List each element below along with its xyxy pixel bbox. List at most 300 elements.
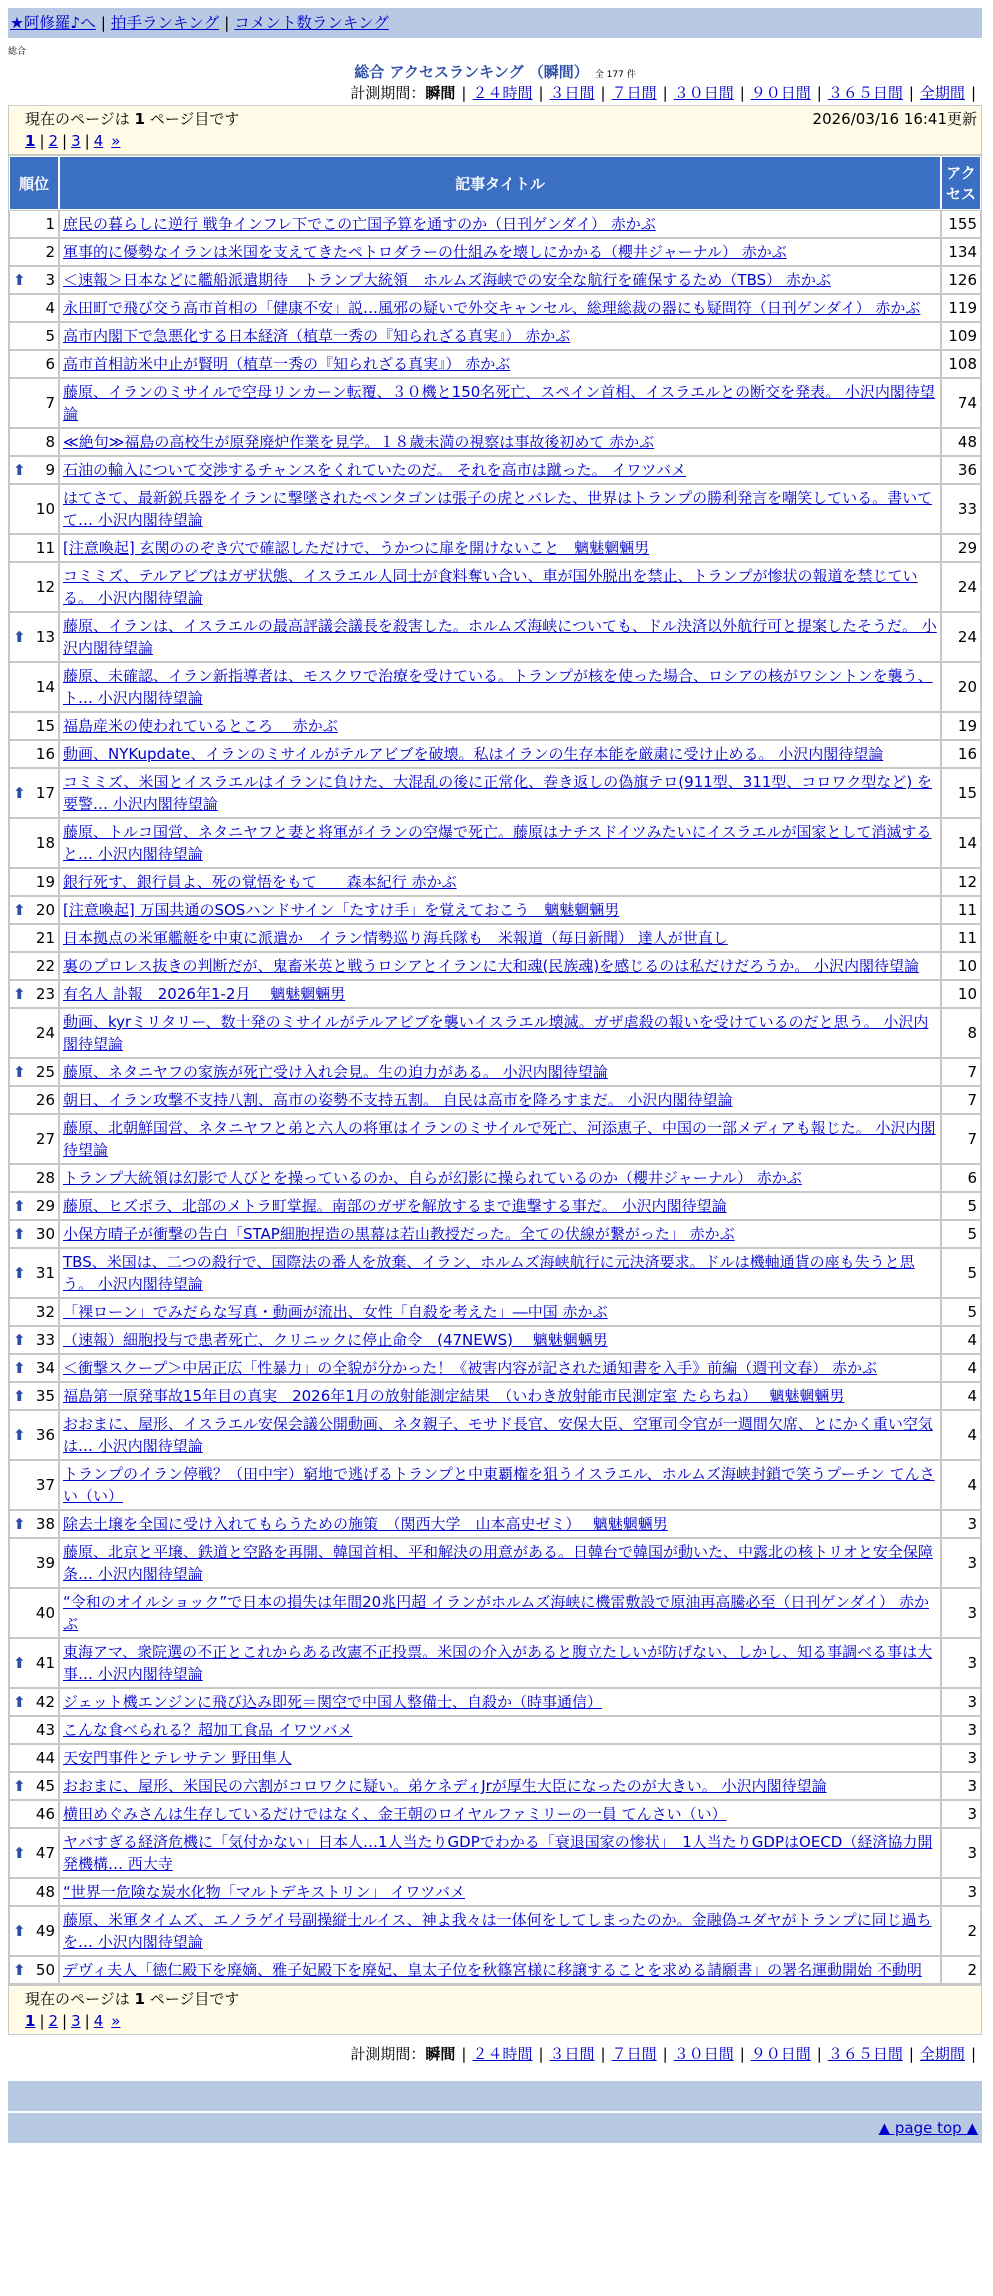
- rank-number: 34: [35, 1359, 55, 1377]
- period-separator: |: [600, 2045, 606, 2063]
- article-link[interactable]: 小保方晴子が衝撃の告白「STAP細胞捏造の黒幕は若山教授だった。全ての伏線が繋がった」 赤かぶ: [63, 1225, 735, 1243]
- page-links: [25, 130, 977, 152]
- article-link[interactable]: 天安門事件とテレサテン 野田隼人: [63, 1749, 292, 1767]
- title-cell: [59, 1382, 941, 1410]
- access-count: 3: [941, 1510, 981, 1538]
- title-cell: [59, 1354, 941, 1382]
- article-link[interactable]: 福島産米の使われているところ 赤かぶ: [63, 717, 338, 735]
- rank-up-arrow-icon: ⬆: [13, 1359, 26, 1377]
- access-count: 134: [941, 238, 981, 266]
- rank-up-arrow-icon: ⬆: [13, 461, 26, 479]
- table-row: [9, 238, 981, 266]
- rank-number: 35: [35, 1387, 55, 1405]
- rank-up-arrow-icon: ⬆: [13, 1197, 26, 1215]
- nav-link-2[interactable]: コメント数ランキング: [234, 14, 389, 32]
- article-link[interactable]: ヤバすぎる経済危機に「気付かない」日本人…1人当たりGDPでわかる「衰退国家の惨状」 1人当たりGDPはOECD（経済協力開発機構… 西大寺: [63, 1833, 933, 1873]
- rank-cell: [9, 1298, 59, 1326]
- article-link[interactable]: “世界一危険な炭水化物「マルトデキストリン」 イワツバメ: [63, 1883, 465, 1901]
- article-link[interactable]: 有名人 訃報 2026年1-2月 魑魅魍魎男: [63, 985, 346, 1003]
- table-row: [9, 980, 981, 1008]
- table-row: [9, 1326, 981, 1354]
- period-separator: |: [908, 2045, 914, 2063]
- article-link[interactable]: 藤原、イランのミサイルで空母リンカーン転覆、３０機と150名死亡、スペイン首相、イスラエルとの断交を発表。 小沢内閣待望論: [63, 383, 935, 423]
- period-link-bottom[interactable]: ３０日間: [673, 2045, 734, 2063]
- period-link[interactable]: ２４時間: [472, 84, 533, 102]
- table-row: [9, 1878, 981, 1906]
- title-cell: [59, 1588, 941, 1638]
- access-count: 11: [941, 896, 981, 924]
- title-cell: [59, 1744, 941, 1772]
- period-link-bottom[interactable]: ２４時間: [472, 2045, 533, 2063]
- article-link[interactable]: （速報）細胞投与で患者死亡、クリニックに停止命令 (47NEWS) 魑魅魍魎男: [63, 1331, 608, 1349]
- pagination-bottom: [8, 1985, 982, 2035]
- table-row: [9, 1828, 981, 1878]
- article-link[interactable]: デヴィ夫人「徳仁殿下を廃嫡、雅子妃殿下を廃妃、皇太子位を秋篠宮様に移譲することを求める請願書」の署名運動開始 不動明: [63, 1961, 922, 1979]
- period-link[interactable]: ３０日間: [673, 84, 734, 102]
- table-row: [9, 868, 981, 896]
- article-link[interactable]: ジェット機エンジンに飛び込み即死＝関空で中国人整備士、自殺か（時事通信）: [63, 1693, 602, 1711]
- table-row: [9, 1298, 981, 1326]
- rank-cell: [9, 662, 59, 712]
- current-page-info: 現在のページは 1 ページ目です: [25, 110, 240, 128]
- period-label-bottom: 計測期間：: [350, 2045, 426, 2063]
- rank-cell: [9, 294, 59, 322]
- table-row: [9, 294, 981, 322]
- page-separator: |: [84, 2012, 90, 2030]
- access-count: 155: [941, 210, 981, 238]
- article-link[interactable]: 藤原、トルコ国営、ネタニヤフと妻と将軍がイランの空爆で死亡。藤原はナチスドイツみたいにイスラエルが国家として消滅すると… 小沢内閣待望論: [63, 823, 932, 863]
- page-separator: |: [62, 2012, 68, 2030]
- page-link[interactable]: 2: [48, 132, 59, 150]
- article-link[interactable]: 藤原、ネタニヤフの家族が死亡受け入れ会見。生の迫力がある。 小沢内閣待望論: [63, 1063, 608, 1081]
- rank-cell: [9, 1716, 59, 1744]
- article-link[interactable]: コミミズ、米国とイスラエルはイランに負けた、大混乱の後に正常化、巻き返しの偽旗テロ(911型、311型、コロワク型など) を要警… 小沢内閣待望論: [63, 773, 933, 813]
- title-cell: [59, 868, 941, 896]
- title-cell: [59, 1716, 941, 1744]
- table-row: [9, 1248, 981, 1298]
- table-row: [9, 740, 981, 768]
- access-count: 7: [941, 1058, 981, 1086]
- article-link[interactable]: 高市首相訪米中止が賢明（植草一秀の『知られざる真実』） 赤かぶ: [63, 355, 511, 373]
- rank-number: 27: [35, 1130, 55, 1148]
- table-row: [9, 1220, 981, 1248]
- table-row: [9, 896, 981, 924]
- article-link[interactable]: はてさて、最新鋭兵器をイランに撃墜されたペンタゴンは張子の虎とバレた、世界はトランプの勝利発言を嘲笑している。書いてて… 小沢内閣待望論: [63, 489, 933, 529]
- rank-cell: [9, 1744, 59, 1772]
- title-cell: [59, 662, 941, 712]
- title-cell: [59, 1460, 941, 1510]
- article-link[interactable]: トランプのイラン停戦？（田中宇）窮地で逃げるトランプと中東覇権を狙うイスラエル、ホルムズ海峡封鎖で笑うプーチン てんさい（い）: [63, 1465, 935, 1505]
- article-link[interactable]: 藤原、北朝鮮国営、ネタニヤフと弟と六人の将軍はイランのミサイルで死亡、河添恵子、中国の一部メディアも報じた。 小沢内閣待望論: [63, 1119, 936, 1159]
- table-row: [9, 534, 981, 562]
- period-selector-bottom: [8, 2041, 982, 2067]
- article-link[interactable]: ＜衝撃スクープ＞中居正広「性暴力」の全貌が分かった！《被害内容が記された通知書を入手》前編（週刊文春） 赤かぶ: [63, 1359, 878, 1377]
- rank-up-arrow-icon: ⬆: [13, 1426, 26, 1444]
- period-link[interactable]: ７日間: [611, 84, 657, 102]
- rank-number: 40: [35, 1604, 55, 1622]
- article-link[interactable]: 裏のプロレス抜きの判断だが、鬼畜米英と戦うロシアとイランに大和魂(民族魂)を感じるのは私だけだろうか。 小沢内閣待望論: [63, 957, 920, 975]
- period-separator: |: [816, 2045, 822, 2063]
- access-count: 16: [941, 740, 981, 768]
- table-row: [9, 1460, 981, 1510]
- article-link[interactable]: 藤原、北京と平壌、鉄道と空路を再開、韓国首相、平和解決の用意がある。日韓台で韓国が動いた、中露北の核トリオと安全保障条… 小沢内閣待望論: [63, 1543, 933, 1583]
- rank-up-arrow-icon: ⬆: [13, 1961, 26, 1979]
- rank-cell: [9, 896, 59, 924]
- rank-cell: [9, 1008, 59, 1058]
- period-separator: |: [662, 84, 668, 102]
- access-count: 108: [941, 350, 981, 378]
- article-link[interactable]: 日本拠点の米軍艦艇を中東に派遣か イラン情勢巡り海兵隊も 米報道（毎日新聞） 達人が世直し: [63, 929, 728, 947]
- title-cell: [59, 740, 941, 768]
- title-cell: [59, 1192, 941, 1220]
- article-link[interactable]: 高市内閣下で急悪化する日本経済（植草一秀の『知られざる真実』） 赤かぶ: [63, 327, 571, 345]
- period-separator: |: [970, 2045, 976, 2063]
- page-link[interactable]: »: [111, 132, 121, 150]
- period-separator: |: [970, 84, 976, 102]
- article-link[interactable]: 石油の輸入について交渉するチャンスをくれていたのだ。 それを高市は蹴った。 イワツバメ: [63, 461, 687, 479]
- article-link[interactable]: 「裸ローン」でみだらな写真・動画が流出、女性「自殺を考えた」―中国 赤かぶ: [63, 1303, 608, 1321]
- page-link[interactable]: 3: [71, 2012, 81, 2030]
- period-link-bottom[interactable]: ３６５日間: [827, 2045, 903, 2063]
- period-link[interactable]: 全期間: [919, 84, 965, 102]
- table-row: [9, 1688, 981, 1716]
- table-row: [9, 1906, 981, 1956]
- title-cell: [59, 924, 941, 952]
- table-row: [9, 768, 981, 818]
- rank-up-arrow-icon: ⬆: [13, 1225, 26, 1243]
- access-count: 15: [941, 768, 981, 818]
- title-cell: [59, 294, 941, 322]
- access-count: 6: [941, 1164, 981, 1192]
- rank-cell: [9, 210, 59, 238]
- page-separator: |: [62, 132, 68, 150]
- period-separator: |: [908, 84, 914, 102]
- nav-link-0[interactable]: ★阿修羅♪へ: [10, 14, 96, 32]
- page-separator: |: [39, 132, 45, 150]
- rank-cell: [9, 868, 59, 896]
- updated-timestamp: 2026/03/16 16:41更新: [812, 110, 977, 128]
- rank-up-arrow-icon: ⬆: [13, 1387, 26, 1405]
- table-row: [9, 484, 981, 534]
- title-cell: [59, 562, 941, 612]
- access-count: 5: [941, 1298, 981, 1326]
- access-count: 119: [941, 294, 981, 322]
- access-count: 2: [941, 1956, 981, 1984]
- table-row: [9, 952, 981, 980]
- title-cell: [59, 1008, 941, 1058]
- article-link[interactable]: ＜速報＞日本などに艦船派遣期待 トランプ大統領 ホルムズ海峡での安全な航行を確保するため（TBS） 赤かぶ: [63, 271, 831, 289]
- rank-number: 7: [45, 394, 55, 412]
- period-link[interactable]: ３日間: [549, 84, 595, 102]
- rank-cell: [9, 1410, 59, 1460]
- access-count: 3: [941, 1538, 981, 1588]
- rank-cell: [9, 1058, 59, 1086]
- access-count: 7: [941, 1086, 981, 1114]
- rank-number: 4: [45, 299, 55, 317]
- article-link[interactable]: [注意喚起] 玄関ののぞき穴で確認しただけで、うかつに扉を開けないこと 魑魅魍魎男: [63, 539, 650, 557]
- rank-number: 13: [35, 628, 55, 646]
- rank-up-arrow-icon: ⬆: [13, 628, 26, 646]
- table-row: [9, 210, 981, 238]
- table-row: [9, 1588, 981, 1638]
- top-nav: [8, 8, 982, 38]
- rank-cell: [9, 952, 59, 980]
- article-link[interactable]: 永田町で飛び交う高市首相の「健康不安」説…風邪の疑いで外交キャンセル、総理総裁の器にも疑問符（日刊ゲンダイ） 赤かぶ: [63, 299, 921, 317]
- article-link[interactable]: 軍事的に優勢なイランは米国を支えてきたペトロダラーの仕組みを壊しにかかる（櫻井ジャーナル） 赤かぶ: [63, 243, 787, 261]
- rank-up-arrow-icon: ⬆: [13, 1063, 26, 1081]
- article-link[interactable]: 除去土壌を全国に受け入れてもらうための施策 （関西大学 山本高史ゼミ） 魑魅魍魎男: [63, 1515, 668, 1533]
- table-row: [9, 1772, 981, 1800]
- page-link[interactable]: 3: [71, 132, 81, 150]
- article-link[interactable]: 藤原、米軍タイムズ、エノラゲイ号副操縦士ルイス、神よ我々は一体何をしてしまったのか。金融偽ユダヤがトランプに同じ過ちを… 小沢内閣待望論: [63, 1911, 932, 1951]
- table-row: [9, 1008, 981, 1058]
- access-count: 11: [941, 924, 981, 952]
- article-link[interactable]: ≪絶句≫福島の高校生が原発廃炉作業を見学。１８歳未満の視察は事故後初めて 赤かぶ: [63, 433, 655, 451]
- period-separator: |: [461, 2045, 467, 2063]
- table-row: [9, 456, 981, 484]
- ranking-title-text: 総合 アクセスランキング （瞬間）: [354, 63, 589, 81]
- access-count: 19: [941, 712, 981, 740]
- rank-up-arrow-icon: ⬆: [13, 1264, 26, 1282]
- article-link[interactable]: 動画、kyrミリタリー、数十発のミサイルがテルアビブを襲いイスラエル壊滅。ガザ虐殺の報いを受けているのだと思う。 小沢内閣待望論: [63, 1013, 929, 1053]
- access-count: 3: [941, 1744, 981, 1772]
- rank-cell: [9, 1800, 59, 1828]
- rank-cell: [9, 238, 59, 266]
- rank-up-arrow-icon: ⬆: [13, 271, 26, 289]
- table-row: [9, 924, 981, 952]
- page: [8, 8, 982, 2143]
- title-cell: [59, 1298, 941, 1326]
- period-link-bottom[interactable]: ９０日間: [750, 2045, 811, 2063]
- rank-cell: [9, 1220, 59, 1248]
- rank-number: 49: [35, 1922, 55, 1940]
- title-cell: [59, 1248, 941, 1298]
- rank-cell: [9, 266, 59, 294]
- rank-number: 22: [35, 957, 55, 975]
- rank-cell: [9, 350, 59, 378]
- article-link[interactable]: トランプ大統領は幻影で人びとを操っているのか、自らが幻影に操られているのか（櫻井ジャーナル） 赤かぶ: [63, 1169, 802, 1187]
- table-row: [9, 1638, 981, 1688]
- rank-cell: [9, 1164, 59, 1192]
- period-separator: |: [739, 2045, 745, 2063]
- article-link[interactable]: 東海アマ、衆院選の不正とこれからある改憲不正投票。米国の介入があると腹立たしいが防げない、しかし、知る事調べる事は大事… 小沢内閣待望論: [63, 1643, 933, 1683]
- rank-cell: [9, 1510, 59, 1538]
- rank-cell: [9, 1248, 59, 1298]
- article-link[interactable]: “令和のオイルショック”で日本の損失は年間20兆円超 イランがホルムズ海峡に機雷敷設で原油再高騰必至（日刊ゲンダイ） 赤かぶ: [63, 1593, 929, 1633]
- access-count: 3: [941, 1716, 981, 1744]
- rank-cell: [9, 768, 59, 818]
- access-count: 10: [941, 952, 981, 980]
- article-link[interactable]: 庶民の暮らしに逆行 戦争インフレ下でこの亡国予算を通すのか（日刊ゲンダイ） 赤かぶ: [63, 215, 656, 233]
- period-link-bottom[interactable]: ３日間: [549, 2045, 595, 2063]
- rank-number: 29: [35, 1197, 55, 1215]
- article-link[interactable]: TBS、米国は、二つの殺行で、国際法の番人を放棄、イラン、ホルムズ海峡航行に元決済要求。ドルは機軸通貨の座も失うと思う。 小沢内閣待望論: [63, 1253, 915, 1293]
- rank-cell: [9, 1326, 59, 1354]
- table-row: [9, 322, 981, 350]
- rank-number: 2: [45, 243, 55, 261]
- title-cell: [59, 1326, 941, 1354]
- page-links-bottom: [25, 2010, 977, 2032]
- table-row: [9, 1086, 981, 1114]
- title-cell: [59, 428, 941, 456]
- access-count: 4: [941, 1354, 981, 1382]
- rank-up-arrow-icon: ⬆: [13, 1777, 26, 1795]
- table-row: [9, 1382, 981, 1410]
- ranking-table: [8, 155, 982, 1985]
- rank-number: 23: [35, 985, 55, 1003]
- access-count: 48: [941, 428, 981, 456]
- rank-number: 8: [45, 433, 55, 451]
- title-cell: [59, 1410, 941, 1460]
- title-cell: [59, 534, 941, 562]
- title-cell: [59, 1510, 941, 1538]
- period-separator: |: [600, 84, 606, 102]
- title-cell: [59, 768, 941, 818]
- page-separator: |: [39, 2012, 45, 2030]
- rank-number: 3: [45, 271, 55, 289]
- access-count: 3: [941, 1828, 981, 1878]
- page-link[interactable]: 4: [93, 2012, 104, 2030]
- title-cell: [59, 896, 941, 924]
- title-cell: [59, 1114, 941, 1164]
- access-count: 14: [941, 818, 981, 868]
- rank-number: 50: [35, 1961, 55, 1979]
- rank-cell: [9, 1638, 59, 1688]
- title-cell: [59, 1800, 941, 1828]
- page-link[interactable]: 1: [25, 2012, 36, 2030]
- rank-number: 10: [35, 500, 55, 518]
- rank-cell: [9, 484, 59, 534]
- rank-cell: [9, 1192, 59, 1220]
- rank-number: 32: [35, 1303, 55, 1321]
- table-row: [9, 1410, 981, 1460]
- table-row: [9, 1744, 981, 1772]
- rank-cell: [9, 1588, 59, 1638]
- period-link-bottom[interactable]: 全期間: [919, 2045, 965, 2063]
- article-link[interactable]: 横田めぐみさんは生存しているだけではなく、金王朝のロイヤルファミリーの一員 てんさい（い）: [63, 1805, 727, 1823]
- title-cell: [59, 350, 941, 378]
- title-cell: [59, 1828, 941, 1878]
- page-top-link[interactable]: ▲ page top ▲: [878, 2119, 978, 2137]
- rank-number: 37: [35, 1476, 55, 1494]
- table-row: [9, 1538, 981, 1588]
- article-link[interactable]: コミミズ、テルアビブはガザ状態、イスラエル人同士が食料奪い合い、車が国外脱出を禁止、トランプが惨状の報道を禁じている。 小沢内閣待望論: [63, 567, 918, 607]
- rank-cell: [9, 378, 59, 428]
- article-link[interactable]: [注意喚起] 万国共通のSOSハンドサイン「たすけ手」を覚えておこう 魑魅魍魎男: [63, 901, 620, 919]
- article-link[interactable]: 藤原、未確認、イラン新指導者は、モスクワで治療を受けている。トランプが核を使った場合、ロシアの核がワシントンを襲う、ト… 小沢内閣待望論: [63, 667, 933, 707]
- rank-number: 28: [35, 1169, 55, 1187]
- access-count: 109: [941, 322, 981, 350]
- period-link[interactable]: ３６５日間: [827, 84, 903, 102]
- rank-cell: [9, 1460, 59, 1510]
- period-selector-top: [8, 82, 982, 105]
- period-link[interactable]: ９０日間: [750, 84, 811, 102]
- rank-number: 47: [35, 1844, 55, 1862]
- rank-number: 18: [35, 834, 55, 852]
- title-cell: [59, 712, 941, 740]
- rank-cell: [9, 428, 59, 456]
- article-link[interactable]: おおまに、屋形、イスラエル安保会議公開動画、ネタ親子、モサド長官、安保大臣、空軍司令官が一週間欠席、とにかく重い空気は… 小沢内閣待望論: [63, 1415, 933, 1455]
- table-row: [9, 266, 981, 294]
- rank-cell: [9, 1688, 59, 1716]
- article-link[interactable]: 朝日、イラン攻撃不支持八割、高市の姿勢不支持五割。 自民は高市を降ろすまだ。 小沢内閣待望論: [63, 1091, 733, 1109]
- nav-separator: |: [224, 14, 230, 32]
- page-top-bar: [8, 2113, 982, 2143]
- article-link[interactable]: 藤原、イランは、イスラエルの最高評議会議長を殺害した。ホルムズ海峡についても、ドル決済以外航行可と提案したそうだ。 小沢内閣待望論: [63, 617, 937, 657]
- article-link[interactable]: 動画、NYKupdate、イランのミサイルがテルアビブを破壊。私はイランの生存本能を厳粛に受け止める。 小沢内閣待望論: [63, 745, 884, 763]
- rank-number: 6: [45, 355, 55, 373]
- rank-cell: [9, 1772, 59, 1800]
- access-count: 4: [941, 1382, 981, 1410]
- nav-link-1[interactable]: 拍手ランキング: [111, 14, 220, 32]
- article-link[interactable]: 藤原、ヒズボラ、北部のメトラ町掌握。南部のガザを解放するまで進撃する事だ。 小沢内閣待望論: [63, 1197, 727, 1215]
- page-link[interactable]: 2: [48, 2012, 59, 2030]
- access-count: 8: [941, 1008, 981, 1058]
- rank-cell: [9, 1956, 59, 1984]
- title-cell: [59, 322, 941, 350]
- footer-bar: [8, 2081, 982, 2111]
- column-header-title: 記事タイトル: [59, 156, 941, 210]
- rank-up-arrow-icon: ⬆: [13, 784, 26, 802]
- rank-number: 44: [35, 1749, 55, 1767]
- title-cell: [59, 1878, 941, 1906]
- page-link[interactable]: 1: [25, 132, 36, 150]
- rank-cell: [9, 1828, 59, 1878]
- nav-separator: |: [100, 14, 107, 32]
- access-count: 74: [941, 378, 981, 428]
- title-cell: [59, 266, 941, 294]
- page-link[interactable]: 4: [93, 132, 104, 150]
- table-row: [9, 1192, 981, 1220]
- page-link[interactable]: »: [111, 2012, 121, 2030]
- rank-cell: [9, 1114, 59, 1164]
- rank-number: 26: [35, 1091, 55, 1109]
- article-link[interactable]: 福島第一原発事故15年目の真実 2026年1月の放射能測定結果 （いわき放射能市民測定室 たらちね） 魑魅魍魎男: [63, 1387, 845, 1405]
- rank-cell: [9, 1538, 59, 1588]
- rank-cell: [9, 818, 59, 868]
- rank-cell: [9, 322, 59, 350]
- article-link[interactable]: 銀行死す、銀行員よ、死の覚悟をもて 森本紀行 赤かぶ: [63, 873, 457, 891]
- access-count: 2: [941, 1906, 981, 1956]
- rank-number: 19: [35, 873, 55, 891]
- title-cell: [59, 1772, 941, 1800]
- period-separator: |: [461, 84, 467, 102]
- article-link[interactable]: こんな食べられる？超加工食品 イワツバメ: [63, 1721, 353, 1739]
- rank-number: 33: [35, 1331, 55, 1349]
- title-cell: [59, 1956, 941, 1984]
- rank-up-arrow-icon: ⬆: [13, 1331, 26, 1349]
- access-count: 24: [941, 562, 981, 612]
- access-count: 3: [941, 1688, 981, 1716]
- article-link[interactable]: おおまに、屋形、米国民の六割がコロワクに疑い。弟ケネディJrが厚生大臣になったのが大きい。 小沢内閣待望論: [63, 1777, 827, 1795]
- title-cell: [59, 456, 941, 484]
- period-link-bottom[interactable]: ７日間: [611, 2045, 657, 2063]
- rank-number: 46: [35, 1805, 55, 1823]
- rank-number: 1: [45, 215, 55, 233]
- table-row: [9, 562, 981, 612]
- access-count: 3: [941, 1638, 981, 1688]
- access-count: 4: [941, 1326, 981, 1354]
- access-count: 36: [941, 456, 981, 484]
- title-cell: [59, 238, 941, 266]
- rank-number: 11: [35, 539, 55, 557]
- pagination-top: [8, 105, 982, 155]
- title-cell: [59, 980, 941, 1008]
- rank-number: 21: [35, 929, 55, 947]
- rank-number: 14: [35, 678, 55, 696]
- ranking-title: [8, 62, 982, 82]
- rank-number: 39: [35, 1554, 55, 1572]
